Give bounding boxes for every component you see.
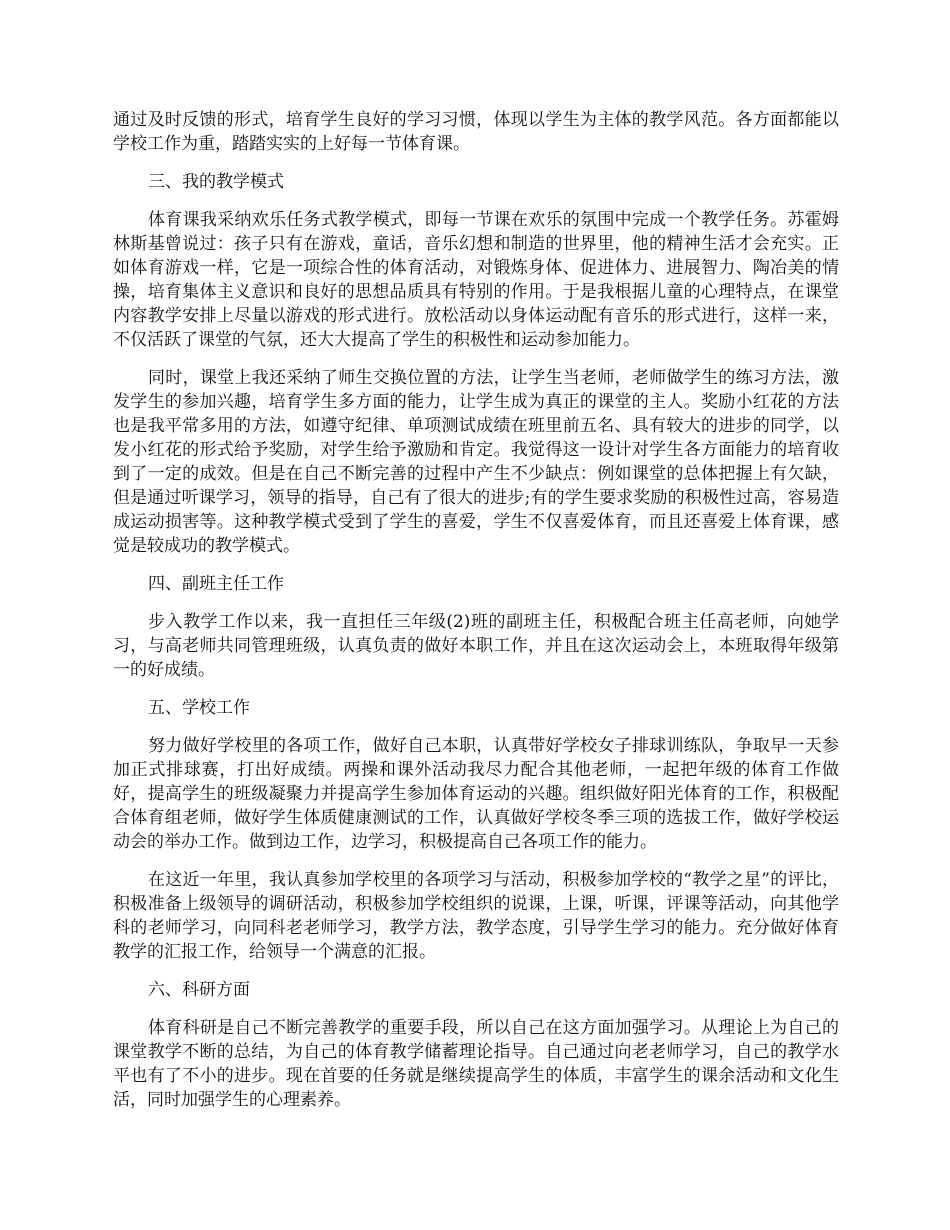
paragraph-deputy-head: 步入教学工作以来，我一直担任三年级(2)班的副班主任，积极配合班主任高老师，向她学习，与高老师共同管理班级，认真负责的做好本职工作，并且在这次运动会上，本班取得年级第一的好成绩。 <box>113 612 839 680</box>
section-heading-research: 六、科研方面 <box>148 980 250 1000</box>
paragraph-research: 体育科研是自己不断完善教学的重要手段，所以自己在这方面加强学习。从理论上为自己的课堂教学不断的总结，为自己的体育教学储蓄理论指导。自己通过向老老师学习，自己的教学水平也有了不小的进步。现在首要的任务就是继续提高学生的体质，丰富学生的课余活动和文化生活，同时加强学生的心理素养。 <box>113 1018 839 1110</box>
paragraph-school-work-1: 努力做好学校里的各项工作，做好自己本职，认真带好学校女子排球训练队，争取早一天参加正式排球赛，打出好成绩。两操和课外活动我尽力配合其他老师，一起把年级的体育工作做好，提高学生的班级凝聚力并提高学生参加体育运动的兴趣。组织做好阳光体育的工作，积极配合体育组老师，做好学生体质健康测试的工作，认真做好学校冬季三项的选拔工作，做好学校运动会的举办工作。做到边工作，边学习，积极提高自己各项工作的能力。 <box>113 736 839 852</box>
section-heading-school-work: 五、学校工作 <box>148 698 250 718</box>
paragraph-school-work-2: 在这近一年里，我认真参加学校里的各项学习与活动，积极参加学校的“教学之星”的评比，积极准备上级领导的调研活动，积极参加学校组织的说课，上课，听课，评课等活动，向其他学科的老师学习，向同科老老师学习，教学方法，教学态度，引导学生学习的能力。充分做好体育教学的汇报工作，给领导一个满意的汇报。 <box>113 870 839 962</box>
section-heading-deputy-head: 四、副班主任工作 <box>148 574 284 594</box>
paragraph-teaching-mode-2: 同时，课堂上我还采纳了师生交换位置的方法，让学生当老师，老师做学生的练习方法，激发学生的参加兴趣，培育学生多方面的能力，让学生成为真正的课堂的主人。奖励小红花的方法也是我平常多用的方法，如遵守纪律、单项测试成绩在班里前五名、具有较大的进步的同学，以发小红花的形式给予奖励，对学生给予激励和肯定。我觉得这一设计对学生各方面能力的培育收到了一定的成效。但是在自己不断完善的过程中产生不少缺点：例如课堂的总体把握上有欠缺，但是通过听课学习，领导的指导，自己有了很大的进步;有的学生要求奖励的积极性过高，容易造成运动损害等。这种教学模式受到了学生的喜爱，学生不仅喜爱体育，而且还喜爱上体育课，感觉是较成功的教学模式。 <box>113 368 839 556</box>
section-heading-teaching-mode: 三、我的教学模式 <box>148 172 284 192</box>
paragraph-intro: 通过及时反馈的形式，培育学生良好的学习习惯，体现以学生为主体的教学风范。各方面都能以学校工作为重，踏踏实实的上好每一节体育课。 <box>113 110 839 154</box>
paragraph-teaching-mode-1: 体育课我采纳欢乐任务式教学模式，即每一节课在欢乐的氛围中完成一个教学任务。苏霍姆林斯基曾说过：孩子只有在游戏，童话，音乐幻想和制造的世界里，他的精神生活才会充实。正如体育游戏一样，它是一项综合性的体育活动，对锻炼身体、促进体力、进展智力、陶冶美的情操，培育集体主义意识和良好的思想品质具有特别的作用。于是我根据儿童的心理特点，在课堂内容教学安排上尽量以游戏的形式进行。放松活动以身体运动配有音乐的形式进行，这样一来，不仅活跃了课堂的气氛，还大大提高了学生的积极性和运动参加能力。 <box>113 210 839 350</box>
document-page <box>113 108 839 1126</box>
